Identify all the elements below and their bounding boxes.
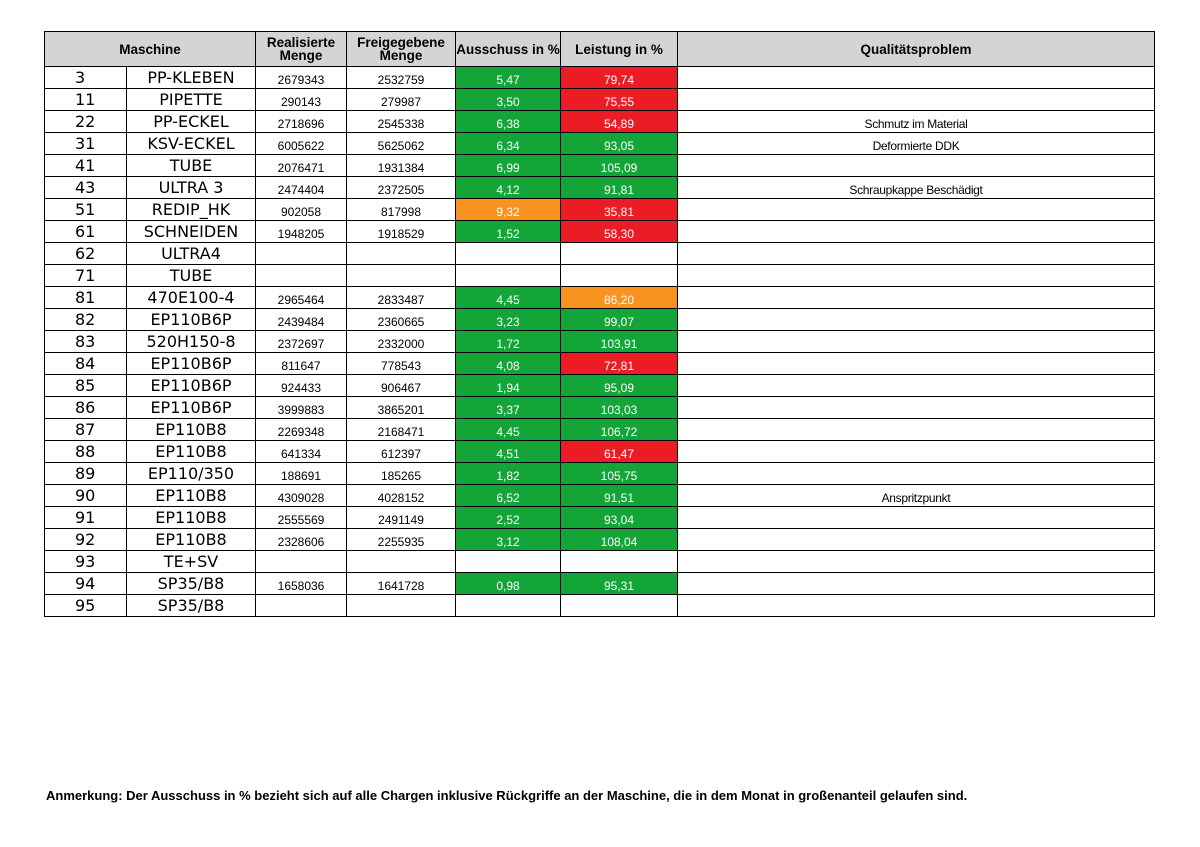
- leistung-cell: 58,30: [561, 221, 678, 243]
- table-row: [45, 529, 1155, 551]
- qualitaetsproblem-cell: [678, 595, 1155, 617]
- table-row: [45, 551, 1155, 573]
- table-row: [45, 595, 1155, 617]
- qualitaetsproblem-cell: [678, 309, 1155, 331]
- realisierte-menge-cell: 811647: [256, 353, 347, 375]
- machine-name-cell: TE+SV: [127, 551, 256, 573]
- table-row: [45, 463, 1155, 485]
- ausschuss-cell: 2,52: [456, 507, 561, 529]
- machine-number-cell: 92: [45, 529, 127, 551]
- ausschuss-cell: [456, 595, 561, 617]
- freigegebene-menge-cell: [347, 551, 456, 573]
- leistung-cell: 106,72: [561, 419, 678, 441]
- machine-number-cell: 88: [45, 441, 127, 463]
- ausschuss-cell: 6,52: [456, 485, 561, 507]
- table-row: [45, 67, 1155, 89]
- table-row: [45, 89, 1155, 111]
- realisierte-menge-cell: 2474404: [256, 177, 347, 199]
- machine-number-cell: 11: [45, 89, 127, 111]
- machine-name-cell: TUBE: [127, 265, 256, 287]
- ausschuss-cell: [456, 551, 561, 573]
- ausschuss-cell: 6,99: [456, 155, 561, 177]
- machine-number-cell: 89: [45, 463, 127, 485]
- freigegebene-menge-cell: 2360665: [347, 309, 456, 331]
- qualitaetsproblem-cell: [678, 199, 1155, 221]
- machine-number-cell: 85: [45, 375, 127, 397]
- machine-number-cell: 84: [45, 353, 127, 375]
- qualitaetsproblem-cell: [678, 419, 1155, 441]
- realisierte-menge-cell: 2439484: [256, 309, 347, 331]
- ausschuss-cell: 3,23: [456, 309, 561, 331]
- leistung-cell: 86,20: [561, 287, 678, 309]
- table-row: [45, 397, 1155, 419]
- realisierte-menge-cell: 2328606: [256, 529, 347, 551]
- qualitaetsproblem-cell: [678, 551, 1155, 573]
- realisierte-menge-cell: [256, 265, 347, 287]
- leistung-cell: 54,89: [561, 111, 678, 133]
- qualitaetsproblem-cell: [678, 353, 1155, 375]
- leistung-cell: 91,51: [561, 485, 678, 507]
- machine-number-cell: 3: [45, 67, 127, 89]
- machine-number-cell: 81: [45, 287, 127, 309]
- header-ausschuss: Ausschuss in %: [456, 32, 561, 67]
- leistung-cell: 35,81: [561, 199, 678, 221]
- qualitaetsproblem-cell: [678, 573, 1155, 595]
- realisierte-menge-cell: 2555569: [256, 507, 347, 529]
- leistung-cell: 93,04: [561, 507, 678, 529]
- leistung-cell: 105,75: [561, 463, 678, 485]
- table-header-row: [45, 32, 1155, 67]
- leistung-cell: 108,04: [561, 529, 678, 551]
- machine-name-cell: PIPETTE: [127, 89, 256, 111]
- realisierte-menge-cell: 4309028: [256, 485, 347, 507]
- ausschuss-cell: 6,38: [456, 111, 561, 133]
- machine-name-cell: TUBE: [127, 155, 256, 177]
- realisierte-menge-cell: 2076471: [256, 155, 347, 177]
- machine-name-cell: EP110B8: [127, 507, 256, 529]
- machine-quality-table: [44, 31, 1155, 617]
- machine-number-cell: 51: [45, 199, 127, 221]
- machine-name-cell: EP110B6P: [127, 309, 256, 331]
- leistung-cell: [561, 595, 678, 617]
- machine-number-cell: 43: [45, 177, 127, 199]
- realisierte-menge-cell: 6005622: [256, 133, 347, 155]
- qualitaetsproblem-cell: [678, 67, 1155, 89]
- freigegebene-menge-cell: 2332000: [347, 331, 456, 353]
- freigegebene-menge-cell: 906467: [347, 375, 456, 397]
- leistung-cell: [561, 265, 678, 287]
- freigegebene-menge-cell: 2372505: [347, 177, 456, 199]
- ausschuss-cell: 4,45: [456, 287, 561, 309]
- qualitaetsproblem-cell: [678, 155, 1155, 177]
- machine-name-cell: EP110B6P: [127, 353, 256, 375]
- machine-name-cell: REDIP_HK: [127, 199, 256, 221]
- freigegebene-menge-cell: 778543: [347, 353, 456, 375]
- machine-name-cell: ULTRA 3: [127, 177, 256, 199]
- freigegebene-menge-cell: 4028152: [347, 485, 456, 507]
- table-row: [45, 199, 1155, 221]
- qualitaetsproblem-cell: [678, 331, 1155, 353]
- machine-number-cell: 82: [45, 309, 127, 331]
- header-maschine: Maschine: [45, 32, 256, 67]
- realisierte-menge-cell: 188691: [256, 463, 347, 485]
- realisierte-menge-cell: 1658036: [256, 573, 347, 595]
- realisierte-menge-cell: [256, 243, 347, 265]
- freigegebene-menge-cell: [347, 243, 456, 265]
- realisierte-menge-cell: [256, 551, 347, 573]
- freigegebene-menge-cell: 2255935: [347, 529, 456, 551]
- machine-name-cell: EP110B8: [127, 441, 256, 463]
- realisierte-menge-cell: 2718696: [256, 111, 347, 133]
- ausschuss-cell: 1,94: [456, 375, 561, 397]
- qualitaetsproblem-cell: [678, 441, 1155, 463]
- machine-name-cell: EP110/350: [127, 463, 256, 485]
- freigegebene-menge-cell: 3865201: [347, 397, 456, 419]
- leistung-cell: [561, 551, 678, 573]
- ausschuss-cell: 1,52: [456, 221, 561, 243]
- table-row: [45, 177, 1155, 199]
- header-realisierte-menge: Realisierte Menge: [256, 32, 347, 67]
- qualitaetsproblem-cell: [678, 243, 1155, 265]
- realisierte-menge-cell: 2965464: [256, 287, 347, 309]
- machine-name-cell: ULTRA4: [127, 243, 256, 265]
- table-row: [45, 309, 1155, 331]
- leistung-cell: 75,55: [561, 89, 678, 111]
- machine-number-cell: 93: [45, 551, 127, 573]
- leistung-cell: 95,09: [561, 375, 678, 397]
- leistung-cell: 93,05: [561, 133, 678, 155]
- machine-name-cell: 520H150-8: [127, 331, 256, 353]
- machine-number-cell: 94: [45, 573, 127, 595]
- leistung-cell: 72,81: [561, 353, 678, 375]
- machine-name-cell: SP35/B8: [127, 595, 256, 617]
- freigegebene-menge-cell: 1931384: [347, 155, 456, 177]
- leistung-cell: 79,74: [561, 67, 678, 89]
- qualitaetsproblem-cell: [678, 287, 1155, 309]
- machine-name-cell: SCHNEIDEN: [127, 221, 256, 243]
- realisierte-menge-cell: 2269348: [256, 419, 347, 441]
- qualitaetsproblem-cell: [678, 221, 1155, 243]
- ausschuss-cell: 0,98: [456, 573, 561, 595]
- realisierte-menge-cell: 2372697: [256, 331, 347, 353]
- qualitaetsproblem-cell: [678, 375, 1155, 397]
- table-row: [45, 353, 1155, 375]
- freigegebene-menge-cell: 2168471: [347, 419, 456, 441]
- ausschuss-cell: 4,45: [456, 419, 561, 441]
- realisierte-menge-cell: 2679343: [256, 67, 347, 89]
- qualitaetsproblem-cell: [678, 463, 1155, 485]
- machine-number-cell: 90: [45, 485, 127, 507]
- freigegebene-menge-cell: [347, 265, 456, 287]
- qualitaetsproblem-cell: [678, 529, 1155, 551]
- leistung-cell: [561, 243, 678, 265]
- table-row: [45, 287, 1155, 309]
- ausschuss-cell: 1,72: [456, 331, 561, 353]
- table-row: [45, 507, 1155, 529]
- machine-number-cell: 83: [45, 331, 127, 353]
- leistung-cell: 103,03: [561, 397, 678, 419]
- machine-name-cell: EP110B6P: [127, 397, 256, 419]
- table-row: [45, 133, 1155, 155]
- leistung-cell: 61,47: [561, 441, 678, 463]
- leistung-cell: 105,09: [561, 155, 678, 177]
- freigegebene-menge-cell: 817998: [347, 199, 456, 221]
- qualitaetsproblem-cell: Deformierte DDK: [678, 133, 1155, 155]
- table-row: [45, 331, 1155, 353]
- qualitaetsproblem-cell: [678, 89, 1155, 111]
- realisierte-menge-cell: 3999883: [256, 397, 347, 419]
- leistung-cell: 99,07: [561, 309, 678, 331]
- freigegebene-menge-cell: 5625062: [347, 133, 456, 155]
- realisierte-menge-cell: 902058: [256, 199, 347, 221]
- machine-number-cell: 95: [45, 595, 127, 617]
- leistung-cell: 103,91: [561, 331, 678, 353]
- qualitaetsproblem-cell: Anspritzpunkt: [678, 485, 1155, 507]
- table-row: [45, 111, 1155, 133]
- header-leistung: Leistung in %: [561, 32, 678, 67]
- table-row: [45, 155, 1155, 177]
- machine-number-cell: 31: [45, 133, 127, 155]
- ausschuss-cell: 4,51: [456, 441, 561, 463]
- table-row: [45, 265, 1155, 287]
- machine-number-cell: 22: [45, 111, 127, 133]
- ausschuss-cell: 3,12: [456, 529, 561, 551]
- machine-number-cell: 87: [45, 419, 127, 441]
- realisierte-menge-cell: 641334: [256, 441, 347, 463]
- freigegebene-menge-cell: 1918529: [347, 221, 456, 243]
- ausschuss-cell: 9,32: [456, 199, 561, 221]
- ausschuss-cell: 3,37: [456, 397, 561, 419]
- table-row: [45, 441, 1155, 463]
- freigegebene-menge-cell: 612397: [347, 441, 456, 463]
- freigegebene-menge-cell: 2532759: [347, 67, 456, 89]
- table-row: [45, 573, 1155, 595]
- realisierte-menge-cell: 1948205: [256, 221, 347, 243]
- qualitaetsproblem-cell: Schraupkappe Beschädigt: [678, 177, 1155, 199]
- qualitaetsproblem-cell: Schmutz im Material: [678, 111, 1155, 133]
- freigegebene-menge-cell: 1641728: [347, 573, 456, 595]
- freigegebene-menge-cell: 279987: [347, 89, 456, 111]
- machine-name-cell: SP35/B8: [127, 573, 256, 595]
- machine-number-cell: 86: [45, 397, 127, 419]
- freigegebene-menge-cell: 185265: [347, 463, 456, 485]
- qualitaetsproblem-cell: [678, 507, 1155, 529]
- header-freigegebene-menge: Freigegebene Menge: [347, 32, 456, 67]
- realisierte-menge-cell: 924433: [256, 375, 347, 397]
- machine-name-cell: EP110B8: [127, 529, 256, 551]
- ausschuss-cell: 1,82: [456, 463, 561, 485]
- leistung-cell: 91,81: [561, 177, 678, 199]
- freigegebene-menge-cell: 2491149: [347, 507, 456, 529]
- ausschuss-cell: [456, 265, 561, 287]
- freigegebene-menge-cell: [347, 595, 456, 617]
- table-row: [45, 221, 1155, 243]
- machine-number-cell: 91: [45, 507, 127, 529]
- ausschuss-cell: 5,47: [456, 67, 561, 89]
- table-row: [45, 485, 1155, 507]
- realisierte-menge-cell: 290143: [256, 89, 347, 111]
- machine-number-cell: 61: [45, 221, 127, 243]
- ausschuss-cell: 4,12: [456, 177, 561, 199]
- table-row: [45, 375, 1155, 397]
- machine-name-cell: KSV-ECKEL: [127, 133, 256, 155]
- qualitaetsproblem-cell: [678, 397, 1155, 419]
- machine-number-cell: 71: [45, 265, 127, 287]
- machine-name-cell: PP-KLEBEN: [127, 67, 256, 89]
- ausschuss-cell: 3,50: [456, 89, 561, 111]
- freigegebene-menge-cell: 2833487: [347, 287, 456, 309]
- qualitaetsproblem-cell: [678, 265, 1155, 287]
- ausschuss-cell: [456, 243, 561, 265]
- table-row: [45, 419, 1155, 441]
- header-qualitaetsproblem: Qualitätsproblem: [678, 32, 1155, 67]
- freigegebene-menge-cell: 2545338: [347, 111, 456, 133]
- machine-name-cell: 470E100-4: [127, 287, 256, 309]
- table-row: [45, 243, 1155, 265]
- table-body: [45, 67, 1155, 617]
- machine-name-cell: PP-ECKEL: [127, 111, 256, 133]
- ausschuss-cell: 4,08: [456, 353, 561, 375]
- machine-name-cell: EP110B8: [127, 485, 256, 507]
- machine-number-cell: 41: [45, 155, 127, 177]
- machine-name-cell: EP110B6P: [127, 375, 256, 397]
- leistung-cell: 95,31: [561, 573, 678, 595]
- footnote: Anmerkung: Der Ausschuss in % bezieht sich auf alle Chargen inklusive Rückgriffe an der Maschine, die in dem Monat in großenanteil gelaufen sind.: [46, 788, 968, 803]
- ausschuss-cell: 6,34: [456, 133, 561, 155]
- machine-name-cell: EP110B8: [127, 419, 256, 441]
- machine-number-cell: 62: [45, 243, 127, 265]
- realisierte-menge-cell: [256, 595, 347, 617]
